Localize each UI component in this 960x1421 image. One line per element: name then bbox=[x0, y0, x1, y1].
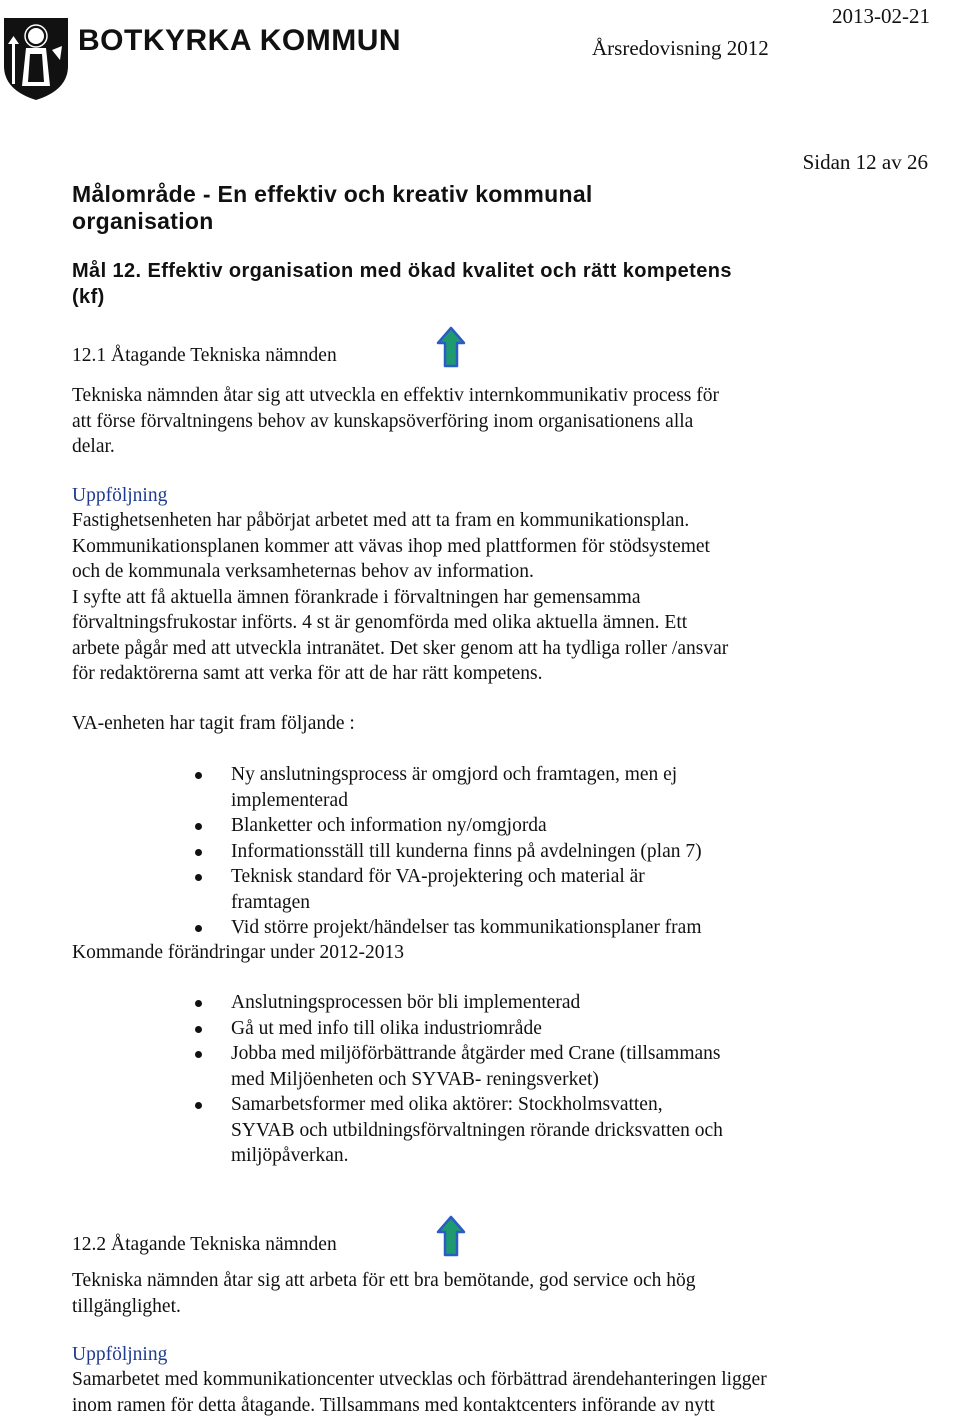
list-item bbox=[231, 915, 702, 941]
text-line: arbete pågår med att utveckla intranätet. Det sker genom att ha tydliga roller /ansvar bbox=[72, 637, 729, 659]
list-item bbox=[231, 813, 702, 839]
header-report-title: Årsredovisning 2012 bbox=[592, 36, 769, 60]
va-bullet-list bbox=[231, 762, 702, 941]
text-line: Tekniska nämnden åtar sig att utveckla en effektiv internkommunikativ process för bbox=[72, 385, 719, 406]
changes-title: Kommande förändringar under 2012-2013 bbox=[72, 942, 404, 963]
text-line: I syfte att få aktuella ämnen förankrade i förvaltningen har gemensamma bbox=[72, 586, 641, 608]
list-item-line: Blanketter och information ny/omgjorda bbox=[231, 815, 547, 836]
list-item-line: Teknisk standard för VA-projektering och material är bbox=[231, 866, 645, 887]
list-item bbox=[231, 1016, 723, 1042]
bullet-icon bbox=[195, 1000, 202, 1007]
text-line: att förse förvaltningens behov av kunskapsöverföring inom organisationens alla bbox=[72, 410, 694, 432]
section-title-12-2: 12.2 Åtagande Tekniska nämnden bbox=[72, 1234, 337, 1255]
list-item-line: framtagen bbox=[231, 891, 311, 913]
text-line: inom ramen för detta åtagande. Tillsammans med kontaktcenters införande av nytt bbox=[72, 1394, 715, 1416]
bullet-icon bbox=[195, 1051, 202, 1058]
list-item-line: Jobba med miljöförbättrande åtgärder med Crane (tillsammans bbox=[231, 1043, 721, 1064]
text-line: Fastighetsenheten har påbörjat arbetet med att ta fram en kommunikationsplan. bbox=[72, 510, 690, 531]
text-line: Tekniska nämnden åtar sig att arbeta för ett bra bemötande, god service och hög bbox=[72, 1270, 696, 1291]
heading-line: (kf) bbox=[72, 286, 105, 308]
followup-label: Uppföljning bbox=[72, 1344, 168, 1365]
commitment-text bbox=[72, 383, 719, 460]
list-item-line: Ny anslutningsprocess är omgjord och framtagen, men ej bbox=[231, 764, 678, 785]
followup-label: Uppföljning bbox=[72, 485, 168, 506]
followup-text bbox=[72, 508, 728, 687]
list-item-line: med Miljöenheten och SYVAB- reningsverket) bbox=[231, 1068, 599, 1090]
list-item-line: Vid större projekt/händelser tas kommunikationsplaner fram bbox=[231, 917, 702, 938]
list-item bbox=[231, 990, 723, 1016]
list-item bbox=[231, 839, 702, 865]
section-title-12-1: 12.1 Åtagande Tekniska nämnden bbox=[72, 345, 337, 366]
text-line: Kommunikationsplanen kommer att vävas ihop med plattformen för stödsystemet bbox=[72, 535, 710, 557]
bullet-icon bbox=[195, 1102, 202, 1109]
list-item-line: SYVAB och utbildningsförvaltningen rörande dricksvatten och bbox=[231, 1119, 723, 1141]
bullet-icon bbox=[195, 772, 202, 779]
list-item bbox=[231, 1041, 723, 1092]
list-item-line: Gå ut med info till olika industriområde bbox=[231, 1017, 542, 1039]
list-item-line: Samarbetsformer med olika aktörer: Stockholmsvatten, bbox=[231, 1094, 663, 1115]
va-intro: VA-enheten har tagit fram följande : bbox=[72, 713, 355, 734]
coat-of-arms-logo bbox=[0, 14, 72, 102]
up-arrow-icon bbox=[436, 1215, 466, 1257]
bullet-icon bbox=[195, 925, 202, 932]
text-line: tillgänglighet. bbox=[72, 1295, 181, 1317]
list-item-line: Informationsställ till kunderna finns på avdelningen (plan 7) bbox=[231, 840, 702, 862]
bullet-icon bbox=[195, 849, 202, 856]
bullet-icon bbox=[195, 823, 202, 830]
text-line: och de kommunala verksamheternas behov av information. bbox=[72, 561, 534, 582]
text-line: delar. bbox=[72, 436, 115, 457]
goal-area-heading bbox=[72, 181, 752, 235]
followup-text bbox=[72, 1367, 767, 1418]
text-line: förvaltningsfrukostar införts. 4 st är genomförda med olika aktuella ämnen. Ett bbox=[72, 612, 688, 633]
list-item-line: Anslutningsprocessen bör bli implementerad bbox=[231, 992, 581, 1013]
text-line: för redaktörerna samt att verka för att de har rätt kompetens. bbox=[72, 663, 543, 684]
goal-heading bbox=[72, 258, 892, 310]
bullet-icon bbox=[195, 874, 202, 881]
commitment-text bbox=[72, 1268, 696, 1319]
list-item bbox=[231, 762, 702, 813]
brand-name: BOTKYRKA KOMMUN bbox=[78, 24, 402, 57]
up-arrow-icon bbox=[436, 326, 466, 368]
text-line: Samarbetet med kommunikationcenter utvecklas och förbättrad ärendehanteringen ligger bbox=[72, 1369, 767, 1390]
list-item bbox=[231, 1092, 723, 1169]
heading-line: Målområde - En effektiv och kreativ kommunal bbox=[72, 181, 593, 207]
changes-bullet-list bbox=[231, 990, 723, 1169]
heading-line: organisation bbox=[72, 208, 214, 234]
list-item bbox=[231, 864, 702, 915]
page-number: Sidan 12 av 26 bbox=[802, 150, 928, 174]
header-date: 2013-02-21 bbox=[832, 4, 930, 28]
list-item-line: implementerad bbox=[231, 789, 348, 811]
bullet-icon bbox=[195, 1026, 202, 1033]
list-item-line: miljöpåverkan. bbox=[231, 1145, 349, 1166]
heading-line: Mål 12. Effektiv organisation med ökad kvalitet och rätt kompetens bbox=[72, 260, 732, 282]
